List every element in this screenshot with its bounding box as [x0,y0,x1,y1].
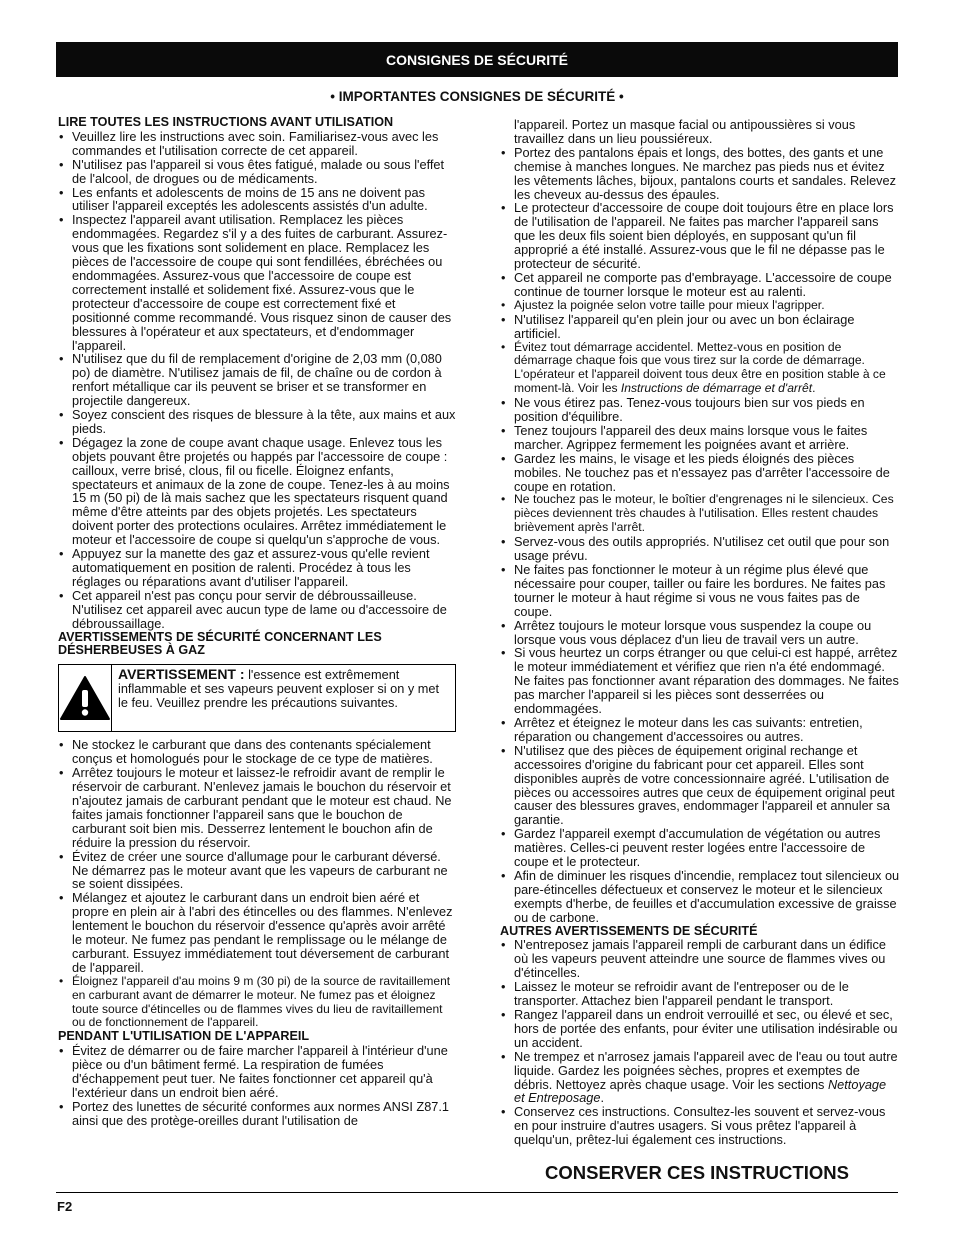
wash-item-end: . [600,1090,605,1106]
during-use-list-continued [500,146,900,925]
list-item: • Rangez l'appareil dans un endroit verrouillé et sec, ou élevé et sec, hors de portée des enfants, pour éviter une utilisation indésirable ou un accident. [500,1008,900,1050]
list-item: • Arrêtez toujours le moteur et laissez-le refroidir avant de remplir le réservoir de carburant. N'enlevez jamais le bouchon du réservoir et n'ajoutez jamais de carburant pendant que le moteur est chaud. Ne faites jamais fonctionner l'appareil sans que le bouchon de carburant soit bien mis. Desserrez lentement le bouchon afin de réduire la pression du réservoir. [58,766,456,849]
list-item: • Évitez de démarrer ou de faire marcher l'appareil à l'intérieur d'une pièce ou d'un bâtiment fermé. La respiration de fumées d'échappement peut tuer. Ne faites fonctionner cet appareil qu'à l'extérieur dans un endroit bien aéré. [58,1044,456,1100]
list-item: • Dégagez la zone de coupe avant chaque usage. Enlevez tous les objets pouvant être projetés ou happés par l'accessoire de coupe : cailloux, verre brisé, clous, fil ou ficelle. Éloignez enfants, spectateurs et animaux de la zone de coupe. Tenez-les à au moins 15 m (50 pi) de là mais sachez que les spectateurs risquent quand même d'être atteints par des objets projetés. Les spectateurs doivent porter des protections oculaires. Arrêtez immédiatement le moteur et l'accessoire de coupe si quelqu'un s'approche de vous. [58,436,456,547]
page-number: F2 [57,1199,73,1214]
list-item: • N'utilisez que des pièces de équipement original rechange et accessoires d'origine du fabricant pour cet appareil. Elles sont disponibles auprès de votre concessionnaire agréé. L'utilisation de pièces ou accessoires autres que ceux de équipement original peut causer des blessures graves, endommager l'appareil et annuler sa garantie. [500,744,900,827]
warning-triangle-icon [59,675,111,721]
list-item: • Mélangez et ajoutez le carburant dans un endroit bien aéré et propre en plein air à l'abri des étincelles ou des flammes. N'enlevez lentement le bouchon du réservoir d'essence qu'après avoir arrêté le moteur. Ne fumez pas pendant le remplissage ou le mélange de carburant. Essuyez immédiatement tout déversement de carburant de l'appareil. [58,891,456,974]
warning-label: AVERTISSEMENT : [118,666,245,683]
section-header-bar [56,42,898,77]
warning-box [58,664,456,732]
list-item: • Ajustez la poignée selon votre taille pour mieux l'agripper. [500,299,900,313]
list-item: • Éloignez l'appareil d'au moins 9 m (30 pi) de la source de ravitaillement en carburant avant de démarrer le moteur. Ne fumez pas et éloignez toute source d'étincelles ou de flammes vives du lieu de ravitaillement ou de fonctionnement de l'appareil. [58,975,456,1031]
right-column [500,118,900,1147]
wash-item-text: Ne trempez et n'arrosez jamais l'appareil avec de l'eau ou tout autre liquide. Gardez les poignées sèches, propres et exemptes de débris. Nettoyez après chaque usage. Voir les sections [514,1048,898,1092]
list-item: • Laissez le moteur se refroidir avant de l'entreposer ou de le transporter. Attachez bien l'appareil pendant le transport. [500,980,900,1008]
list-item: • Gardez l'appareil exempt d'accumulation de végétation ou autres matières. Celles-ci peuvent rester logées entre l'accessoire de coupe et le protecteur. [500,827,900,869]
section-read-all-list [58,130,456,631]
start-item-end: . [812,381,816,396]
list-item [500,341,900,397]
list-item: • Conservez ces instructions. Consultez-les souvent et servez-vous en pour instruire d'autres usagers. Si vous prêtez l'appareil à quelqu'un, prêtez-lui également ces instructions. [500,1105,900,1147]
footer-divider [56,1192,898,1193]
section-read-all-title: LIRE TOUTES LES INSTRUCTIONS AVANT UTILISATION [58,115,394,129]
list-item: • N'utilisez pas l'appareil si vous êtes fatigué, malade ou sous l'effet de l'alcool, de drogues ou de médicaments. [58,158,456,186]
list-item: • Veuillez lire les instructions avec soin. Familiarisez-vous avec les commandes et l'utilisation correcte de cet appareil. [58,130,456,158]
wash-item-reference: Nettoyage et Entreposage [514,1076,887,1106]
warning-body: l'essence est extrêmement inflammable et ses vapeurs peuvent exploser si on y met le feu. Veuillez prendre les précautions suivantes. [118,667,440,711]
list-item: • Le protecteur d'accessoire de coupe doit toujours être en place lors de l'utilisation de l'appareil. Ne faites pas marcher l'appareil sans que les deux fils soient bien déployés, en supposant qu'un fil approprié a été installé. Assurez-vous que le fil ne dépasse pas le protecteur de sécurité. [500,201,900,271]
section-other-warnings-list [500,938,900,1147]
list-item [500,1050,900,1106]
section-during-use-title: PENDANT L'UTILISATION DE L'APPAREIL [58,1029,310,1044]
list-item: • Ne faites pas fonctionner le moteur à un régime plus élevé que nécessaire pour couper, tailler ou faire les bordures. Ne faites pas tourner le moteur à haut régime si vous ne vous faites pas de coupe. [500,563,900,619]
list-item: • Les enfants et adolescents de moins de 15 ans ne doivent pas utiliser l'appareil exceptés les adolescents assistés d'un adulte. [58,186,456,214]
section-title: CONSIGNES DE SÉCURITÉ [385,51,569,68]
list-item: • Cet appareil ne comporte pas d'embrayage. L'accessoire de coupe continue de tourner lorsque le moteur est au ralenti. [500,271,900,299]
left-column [58,116,456,1128]
list-item: • Afin de diminuer les risques d'incendie, remplacez tout silencieux ou pare-étincelles défectueux et conservez le moteur et le silencieux exempts d'herbe, de feuilles et d'accumulation excessive de graisse ou de carbone. [500,869,900,925]
list-item: • Soyez conscient des risques de blessure à la tête, aux mains et aux pieds. [58,408,456,436]
start-item-text: Évitez tout démarrage accidentel. Mettez-vous en position de démarrage chaque fois que vous tirez sur la corde de démarrage. L'opérateur et l'appareil doivent tous deux être en position stable à ce moment-là. Voir les [514,339,886,396]
list-item: • Portez des lunettes de sécurité conformes aux normes ANSI Z87.1 ainsi que des protège-oreilles durant l'utilisation de [58,1100,456,1128]
list-item: • Arrêtez toujours le moteur lorsque vous suspendez la coupe ou lorsque vous vous déplacez d'un lieu de travail vers un autre. [500,619,900,647]
warning-icon-cell [59,665,112,731]
list-item: • Tenez toujours l'appareil des deux mains lorsque vous le faites marcher. Agrippez fermement les poignées avant et arrière. [500,424,900,452]
list-item: • Ne touchez pas le moteur, le boîtier d'engrenages ni le silencieux. Ces pièces deviennent très chaudes à l'utilisation. Elles restent chaudes brièvement après l'arrêt. [500,493,900,535]
list-item: • Gardez les mains, le visage et les pieds éloignés des pièces mobiles. Ne touchez pas et n'essayez pas d'arrêter l'accessoire de coupe en rotation. [500,452,900,494]
list-item: • Appuyez sur la manette des gaz et assurez-vous qu'elle revient automatiquement en position de ralenti. Procédez à tous les réglages ou réparations avant d'utiliser l'appareil. [58,547,456,589]
start-item-reference: Instructions de démarrage et d'arrêt [620,381,813,396]
list-item: • Ne stockez le carburant que dans des contenants spécialement conçus et homologués pour le stockage de ce type de matières. [58,738,456,766]
list-item: • Inspectez l'appareil avant utilisation. Remplacez les pièces endommagées. Regardez s'il y a des fuites de carburant. Assurez-vous que les fixations sont solidement en place. Remplacez les pièces de l'accessoire de coupe qui sont fendillées, ébréchées ou endommagées. Assurez-vous que l'accessoire de coupe est correctement installé et solidement fixé. Assurez-vous que le protecteur d'accessoire de coupe est correctement fixé et positionné comme recommandé. Vous risquez sinon de causer des blessures à l'opérateur et aux spectateurs, et d'endommager l'appareil. [58,213,456,352]
section-during-use-list [58,1044,456,1127]
section-gas-warnings-list [58,738,456,1030]
list-item: • Ne vous étirez pas. Tenez-vous toujours bien sur vos pieds en position d'équilibre. [500,396,900,424]
list-item: • N'utilisez que du fil de remplacement d'origine de 2,03 mm (0,080 po) de diamètre. N'utilisez jamais de fil, de chaîne ou de cordon à renfort métallique car ils peuvent se briser et se transformer en projectile dangereux. [58,352,456,408]
list-item: • Portez des pantalons épais et longs, des bottes, des gants et une chemise à manches longues. Ne marchez pas pieds nus et évitez les vêtements lâches, bijoux, pantalons courts et sandales. Relevez les cheveux au-dessus des épaules. [500,146,900,202]
warning-text [112,665,455,731]
section-gas-warnings-title: AVERTISSEMENTS DE SÉCURITÉ CONCERNANT LES DÉSHERBEUSES À GAZ [58,629,382,658]
list-item: • Cet appareil n'est pas conçu pour servir de débroussailleuse. N'utilisez cet appareil avec aucun type de lame ou d'accessoire de débroussaillage. [58,589,456,631]
important-instructions-subtitle: • IMPORTANTES CONSIGNES DE SÉCURITÉ • [330,89,624,104]
keep-instructions-heading: CONSERVER CES INSTRUCTIONS [545,1162,849,1183]
continued-text: l'appareil. Portez un masque facial ou antipoussières si vous travaillez dans un lieu poussiéreux. [514,117,856,146]
list-item: • Si vous heurtez un corps étranger ou que celui-ci est happé, arrêtez le moteur immédiatement et vérifiez que rien n'a été endommagé. Ne faites pas fonctionner avant réparation des dommages. Ne faites pas marcher l'appareil si les pièces sont desserrées ou endommagées. [500,646,900,716]
list-item: • N'utilisez l'appareil qu'en plein jour ou avec un bon éclairage artificiel. [500,313,900,341]
list-item: • N'entreposez jamais l'appareil rempli de carburant dans un édifice où les vapeurs peuvent atteindre une source de flammes vives ou d'étincelles. [500,938,900,980]
list-item: • Servez-vous des outils appropriés. N'utilisez cet outil que pour son usage prévu. [500,535,900,563]
section-other-warnings-title: AUTRES AVERTISSEMENTS DE SÉCURITÉ [500,923,758,938]
list-item: • Évitez de créer une source d'allumage pour le carburant déversé. Ne démarrez pas le moteur avant que les vapeurs de carburant ne se soient dissipées. [58,850,456,892]
list-item: • Arrêtez et éteignez le moteur dans les cas suivants: entretien, réparation ou changement d'accessoires ou autres. [500,716,900,744]
